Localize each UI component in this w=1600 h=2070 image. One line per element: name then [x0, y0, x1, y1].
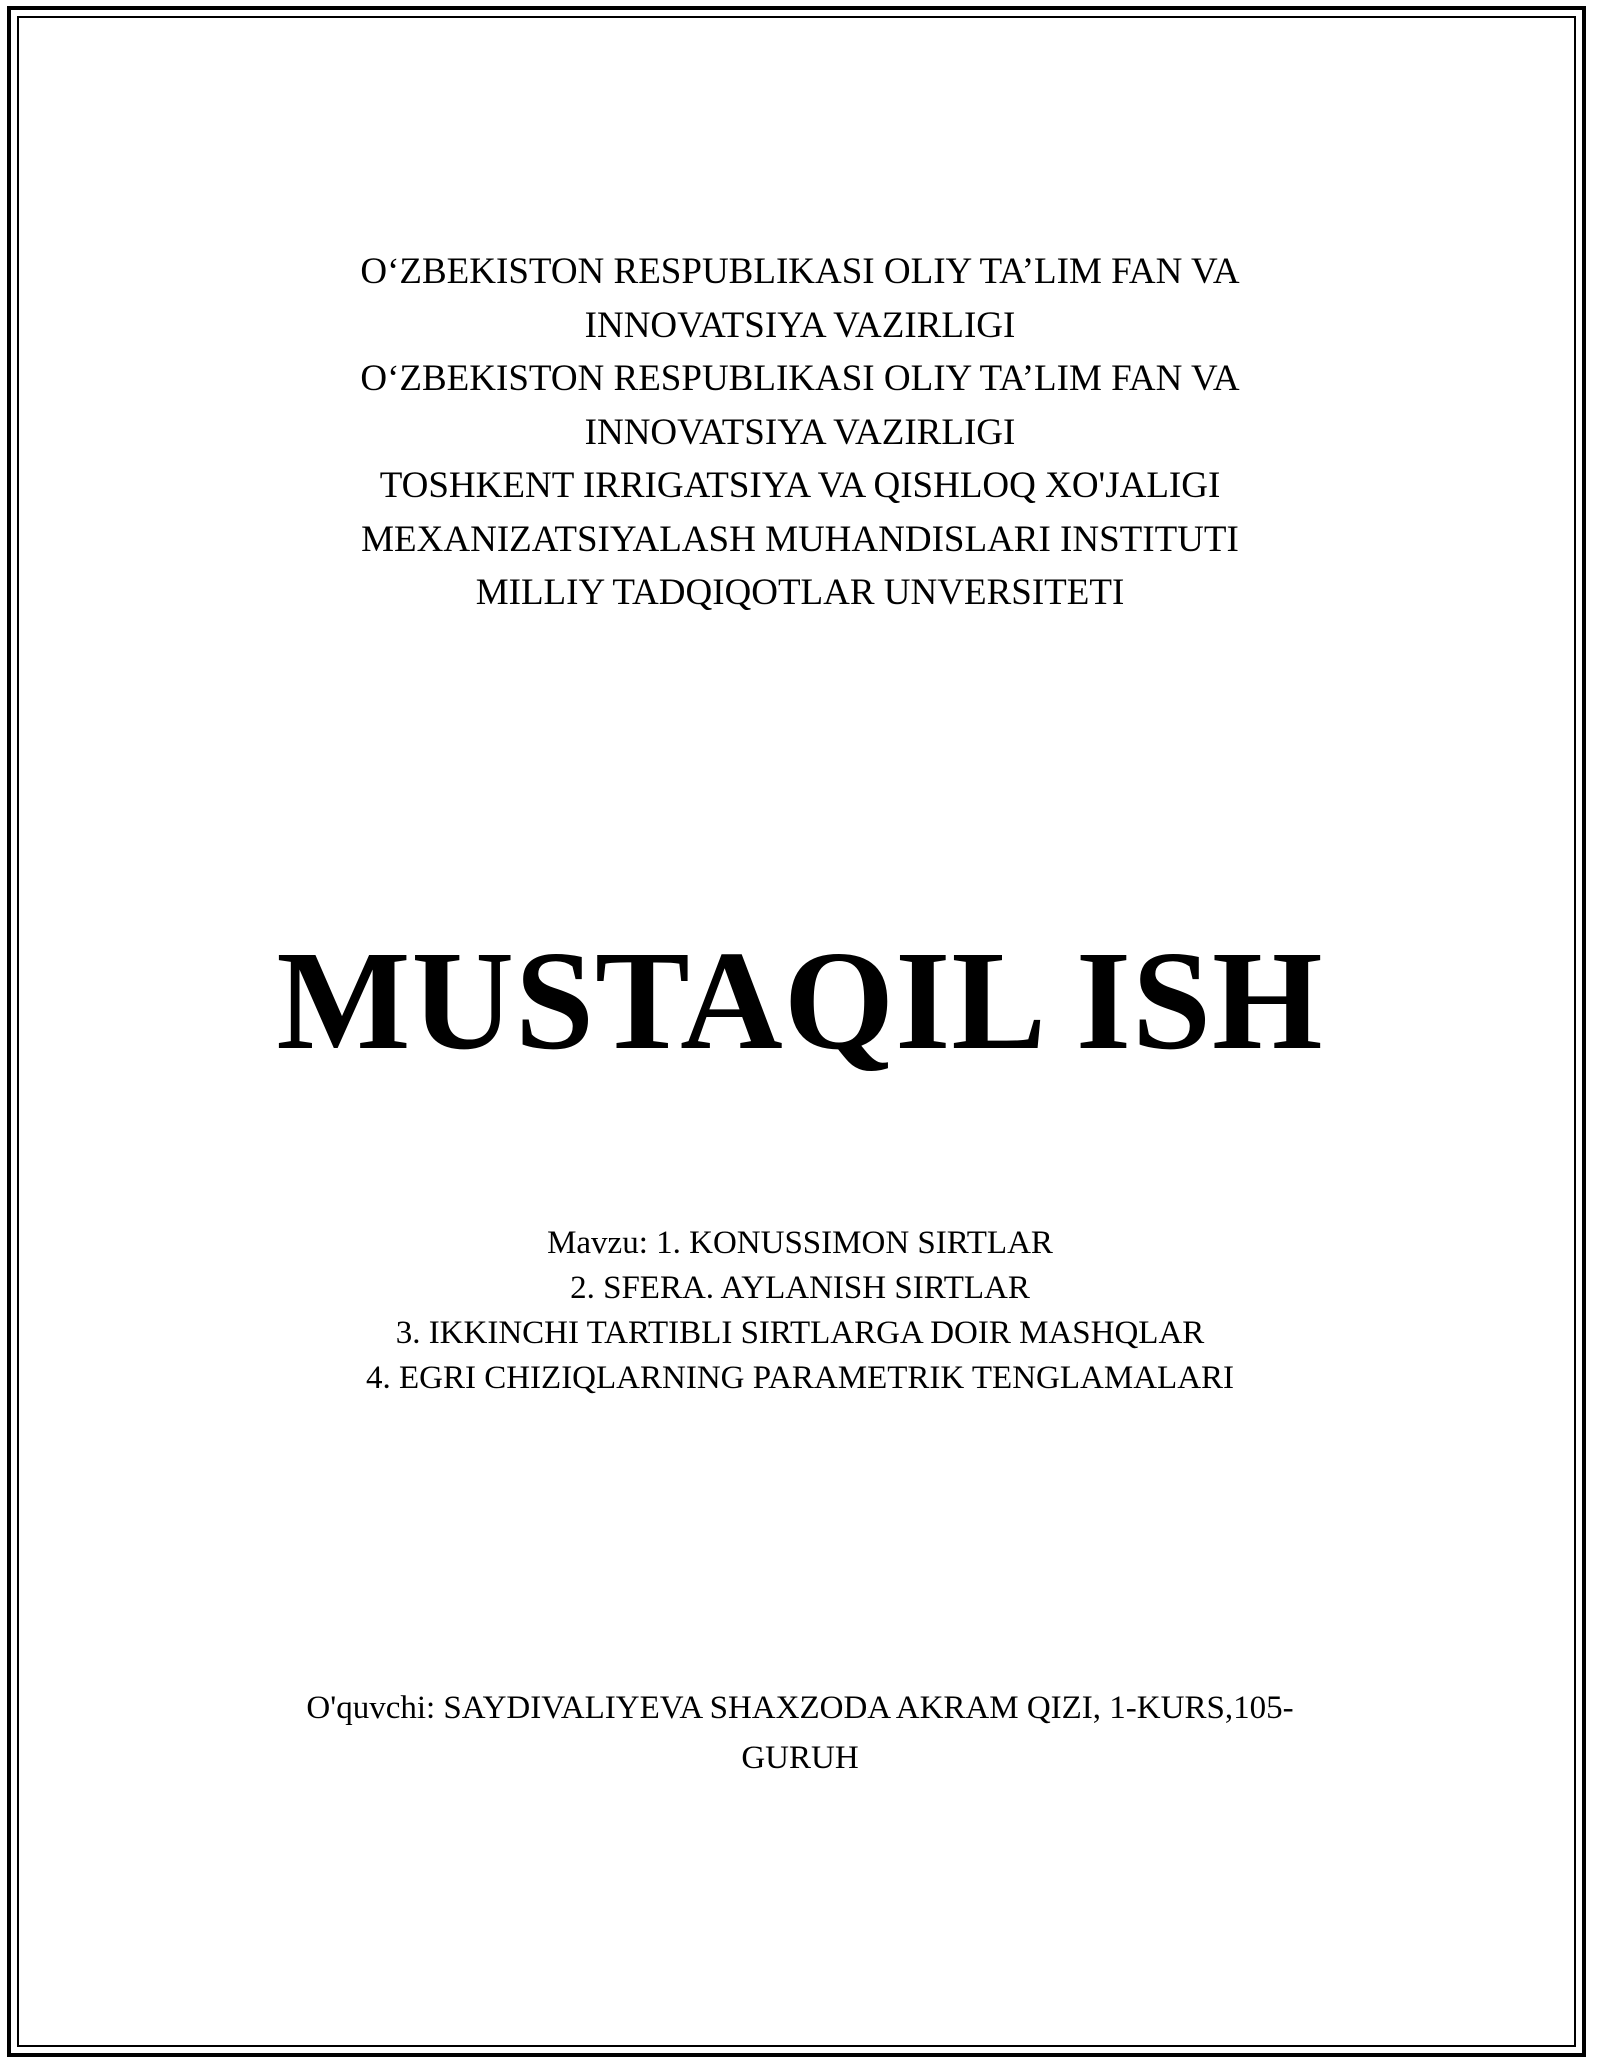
header-line: O‘ZBEKISTON RESPUBLIKASI OLIY TA’LIM FAN VA	[360, 251, 1240, 292]
header-line: INNOVATSIYA VAZIRLIGI	[584, 411, 1016, 453]
header-line: TOSHKENT IRRIGATSIYA VA QISHLOQ XO'JALIGI	[379, 465, 1221, 506]
ministry-header	[0, 245, 1600, 620]
document-title: MUSTAQIL ISH	[276, 921, 1324, 1079]
header-line: MEXANIZATSIYALASH MUHANDISLARI INSTITUTI	[361, 518, 1239, 560]
topics-list	[0, 1221, 1600, 1401]
header-line: INNOVATSIYA VAZIRLIGI	[584, 304, 1016, 346]
student-line: O'quvchi: SAYDIVALIYEVA SHAXZODA AKRAM QIZI, 1-KURS,105-	[306, 1690, 1294, 1726]
student-info	[0, 1683, 1600, 1783]
header-line: O‘ZBEKISTON RESPUBLIKASI OLIY TA’LIM FAN VA	[360, 358, 1240, 399]
topic-line: 2. SFERA. AYLANISH SIRTLAR	[570, 1270, 1030, 1306]
topic-line: Mavzu: 1. KONUSSIMON SIRTLAR	[547, 1225, 1053, 1261]
header-line: MILLIY TADQIQOTLAR UNVERSITETI	[475, 572, 1125, 613]
student-line: GURUH	[741, 1740, 859, 1776]
topic-line: 3. IKKINCHI TARTIBLI SIRTLARGA DOIR MASHQLAR	[395, 1315, 1205, 1351]
topic-line: 4. EGRI CHIZIQLARNING PARAMETRIK TENGLAMALARI	[365, 1360, 1235, 1396]
